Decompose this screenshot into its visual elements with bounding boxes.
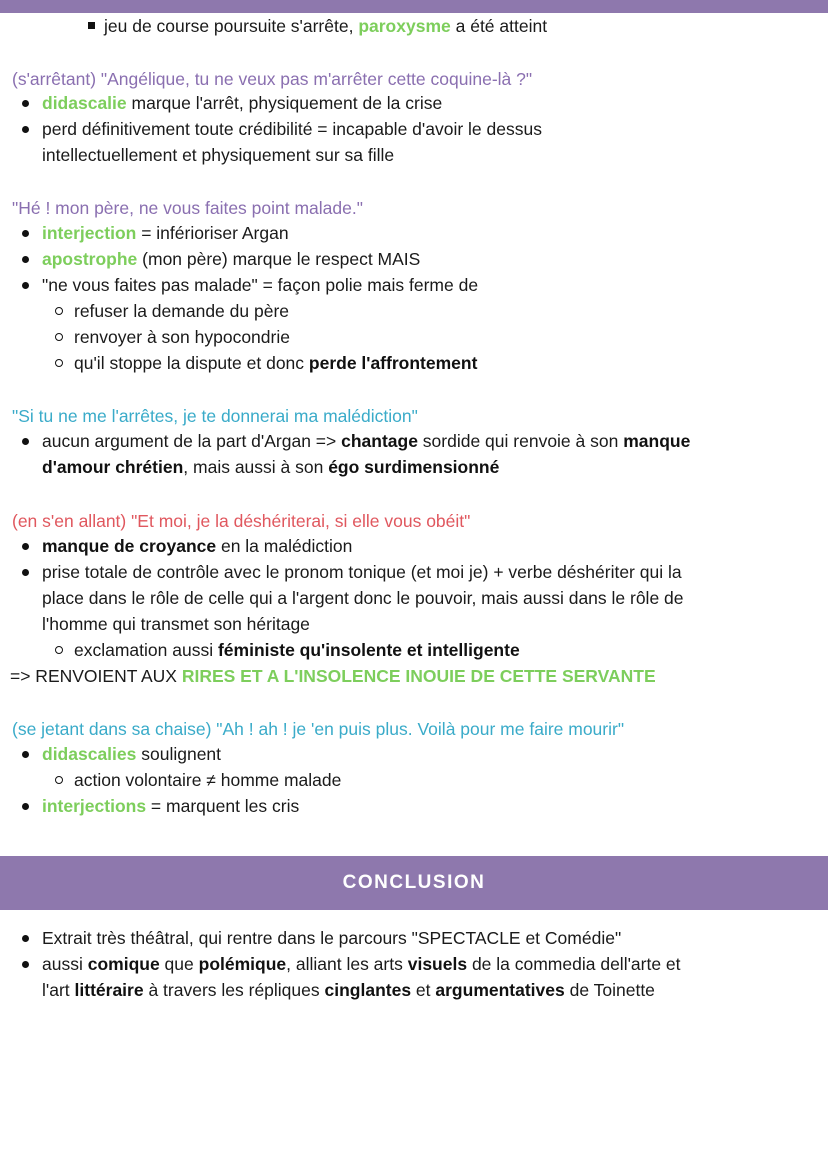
bullet-text-cont: l'homme qui transmet son héritage (42, 614, 310, 634)
bullet-icon (22, 438, 29, 445)
quote-heading: "Si tu ne me l'arrêtes, je te donnerai ma malédiction" (12, 406, 418, 426)
bullet-text: apostrophe (mon père) marque le respect MAIS (42, 249, 421, 269)
quote-heading: (s'arrêtant) "Angélique, tu ne veux pas m'arrêter cette coquine-là ?" (12, 69, 533, 89)
bullet-text: aussi comique que polémique, alliant les arts visuels de la commedia dell'arte et (42, 954, 681, 974)
bullet-text: interjections = marquent les cris (42, 796, 300, 816)
square-bullet-icon (88, 22, 95, 29)
bullet-icon (22, 569, 29, 576)
bullet-text: aucun argument de la part d'Argan => chantage sordide qui renvoie à son manque (42, 431, 691, 451)
bullet-text: "ne vous faites pas malade" = façon polie mais ferme de (42, 275, 479, 295)
bullet-icon (22, 543, 29, 550)
bullet-text-cont: d'amour chrétien, mais aussi à son égo surdimensionné (42, 457, 500, 477)
bullet-icon (22, 961, 29, 968)
quote-heading: "Hé ! mon père, ne vous faites point malade." (12, 198, 363, 218)
sub-bullet-text: action volontaire ≠ homme malade (74, 770, 342, 790)
bullet-icon (22, 751, 29, 758)
sub-bullet-icon (55, 646, 63, 654)
sub-bullet-text: refuser la demande du père (74, 301, 289, 321)
sub-bullet-text: renvoyer à son hypocondrie (74, 327, 290, 347)
conclusion-title: CONCLUSION (342, 872, 486, 893)
text-line: jeu de course poursuite s'arrête, paroxysme a été atteint (104, 16, 548, 36)
sub-bullet-text: exclamation aussi féministe qu'insolente et intelligente (74, 640, 520, 660)
bullet-text: interjection = inférioriser Argan (42, 223, 289, 243)
bullet-icon (22, 100, 29, 107)
bullet-text: didascalie marque l'arrêt, physiquement de la crise (42, 93, 443, 113)
bullet-text: perd définitivement toute crédibilité = incapable d'avoir le dessus (42, 119, 542, 139)
bullet-text: didascalies soulignent (42, 744, 222, 764)
sub-bullet-text: qu'il stoppe la dispute et donc perde l'affrontement (74, 353, 478, 373)
arrow-conclusion-line: => RENVOIENT AUX RIRES ET A L'INSOLENCE INOUIE DE CETTE SERVANTE (10, 666, 656, 686)
bullet-text: Extrait très théâtral, qui rentre dans le parcours "SPECTACLE et Comédie" (42, 928, 622, 948)
bullet-icon (22, 282, 29, 289)
quote-heading: (se jetant dans sa chaise) "Ah ! ah ! je 'en puis plus. Voilà pour me faire mourir" (12, 719, 625, 739)
bullet-text-cont: place dans le rôle de celle qui a l'argent donc le pouvoir, mais aussi dans le rôle de (42, 588, 684, 608)
bullet-text-cont: l'art littéraire à travers les répliques cinglantes et argumentatives de Toinette (42, 980, 655, 1000)
sub-bullet-icon (55, 333, 63, 341)
top-bar (0, 0, 828, 13)
sub-bullet-icon (55, 307, 63, 315)
sub-bullet-icon (55, 776, 63, 784)
bullet-text: manque de croyance en la malédiction (42, 536, 353, 556)
bullet-icon (22, 803, 29, 810)
bullet-icon (22, 230, 29, 237)
bullet-icon (22, 256, 29, 263)
bullet-icon (22, 935, 29, 942)
conclusion-banner (0, 856, 828, 910)
bullet-text-cont: intellectuellement et physiquement sur sa fille (42, 145, 395, 165)
sub-bullet-icon (55, 359, 63, 367)
quote-heading: (en s'en allant) "Et moi, je la déshériterai, si elle vous obéit" (12, 511, 471, 531)
bullet-icon (22, 126, 29, 133)
bullet-text: prise totale de contrôle avec le pronom tonique (et moi je) + verbe déshériter qui la (42, 562, 682, 582)
